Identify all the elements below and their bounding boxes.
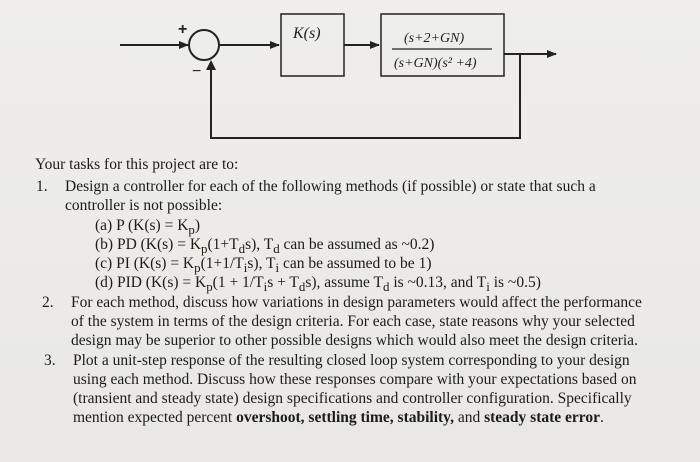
sub-item-a: (a) P $(K(s) = K_p)$ [95, 217, 201, 238]
item2-number: 2. [42, 294, 54, 311]
item2-line1: For each method, discuss how variations in design parameters would affect the performance [71, 294, 642, 311]
feedback-arrowhead [206, 60, 216, 70]
item2-line2: of the system in terms of the design criteria. For each case, state reasons why your selected [71, 313, 635, 330]
item1-line2: controller is not possible: [65, 197, 223, 214]
tasks-intro: Your tasks for this project are to: [35, 156, 239, 173]
controller-label: K(s) [293, 25, 321, 42]
item1-number: 1. [36, 178, 48, 195]
item1-line1: Design a controller for each of the following methods (if possible) or state that such a [65, 178, 596, 195]
item3-number: 3. [44, 352, 56, 369]
item3-line3: (transient and steady state) design specifications and controller configuration. Specifically [73, 390, 632, 407]
emphasis-criteria: overshoot, settling time, stability, [236, 409, 454, 426]
item3-line4: mention expected percent overshoot, settling time, stability, and steady state error. [73, 409, 604, 426]
emphasis-steady-state: steady state error [484, 409, 601, 426]
plant-denominator: (s+GN)(s² +4) [394, 56, 477, 71]
sub-item-b: (b) PD ($K(s) = K_p(1+T_ds)$, $T_d$ can be assumed as ~0.2) [95, 236, 435, 257]
minus-sign: − [192, 63, 202, 80]
block-diagram [0, 0, 700, 160]
plus-sign: + [178, 21, 188, 38]
summing-junction [189, 30, 219, 60]
controller-block [281, 14, 344, 76]
item2-line3: design may be superior to other possible designs which would also meet the design criteria. [71, 332, 638, 349]
plant-numerator: (s+2+GN) [404, 31, 465, 46]
item3-line2: using each method. Discuss how these responses compare with your expectations based on [73, 371, 637, 388]
item3-line1: Plot a unit-step response of the resulting closed loop system corresponding to your design [73, 352, 630, 369]
sub-item-d: (d) PID ($K(s) = K_p(1 + 1/T_is + T_ds)$, assume $T_d$ is ~0.13, and $T_i$ is ~0.5) [95, 274, 541, 295]
sub-item-c: (c) PI ($K(s) = K_p(1+1/T_is)$, $T_i$ can be assumed to be 1) [95, 255, 432, 276]
